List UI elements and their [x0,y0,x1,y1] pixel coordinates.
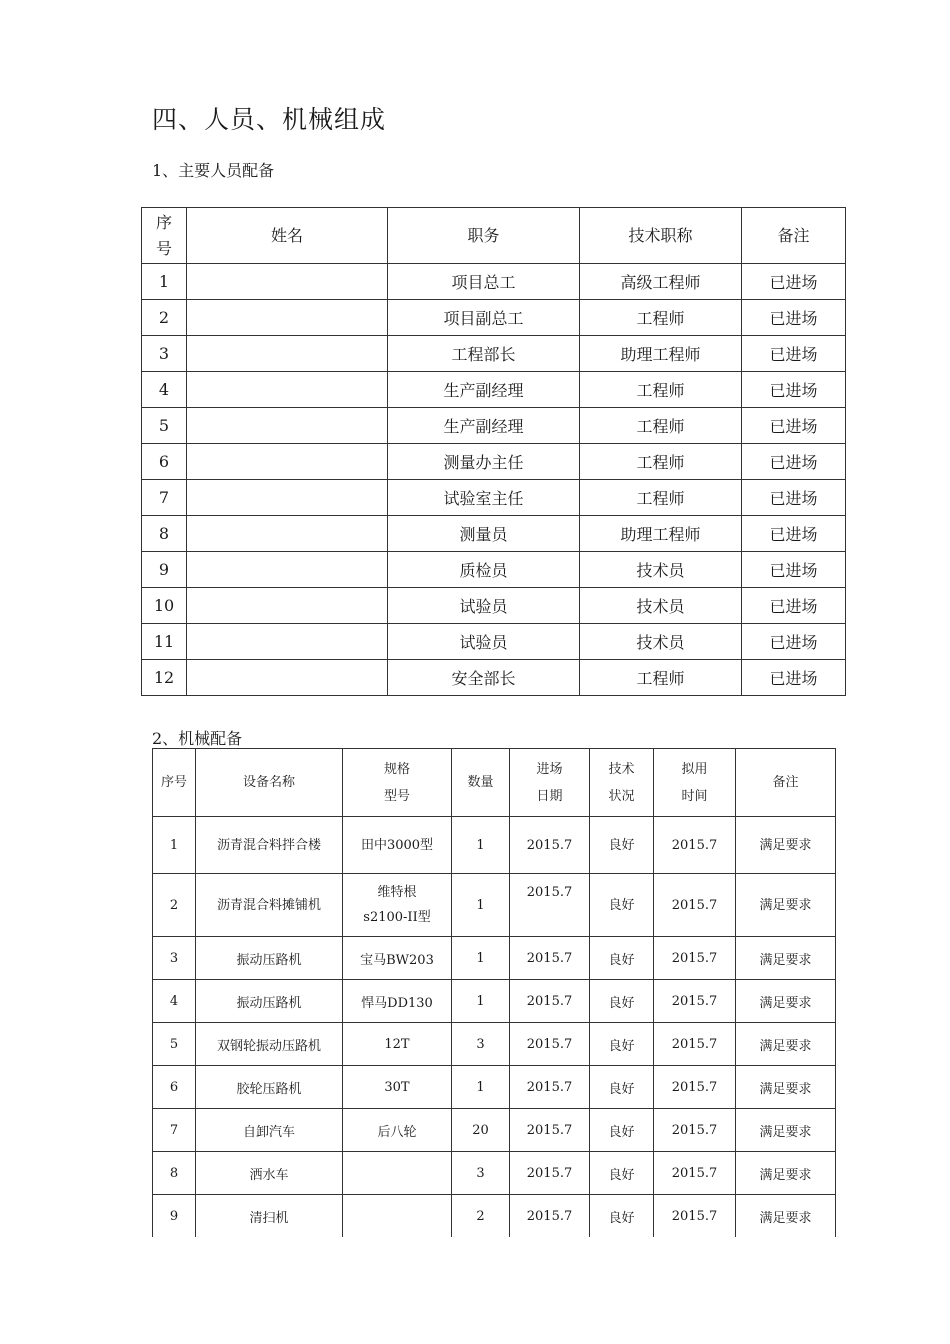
staff-remark: 已进场 [742,624,846,660]
equip-header-entry: 进场 日期 [510,749,590,817]
equip-plan: 2015.7 [654,1152,736,1195]
staff-name [187,300,388,336]
equip-remark: 满足要求 [736,1066,836,1109]
table-row [142,336,846,372]
table-row [142,408,846,444]
equip-qty: 1 [452,874,510,937]
staff-position: 试验员 [388,624,580,660]
table-row [142,516,846,552]
equip-seq: 3 [153,937,196,980]
equip-condition: 良好 [590,1066,654,1109]
staff-seq: 10 [142,588,187,624]
equip-name: 洒水车 [196,1152,343,1195]
equipment-table [152,748,836,1237]
equip-spec: 田中3000型 [343,817,452,874]
staff-title: 工程师 [580,372,742,408]
equip-remark: 满足要求 [736,1109,836,1152]
table-row [142,588,846,624]
equip-seq: 6 [153,1066,196,1109]
table-row [142,624,846,660]
staff-title: 技术员 [580,624,742,660]
table-row [142,300,846,336]
table-row [153,1152,836,1195]
equip-plan: 2015.7 [654,874,736,937]
staff-title: 技术员 [580,588,742,624]
equip-name: 自卸汽车 [196,1109,343,1152]
staff-seq: 9 [142,552,187,588]
table-row [153,1066,836,1109]
equip-seq: 9 [153,1195,196,1238]
equip-qty: 1 [452,937,510,980]
equip-entry: 2015.7 [510,1195,590,1238]
equip-qty: 1 [452,817,510,874]
table-row [142,552,846,588]
staff-name [187,336,388,372]
equip-name: 振动压路机 [196,937,343,980]
section-staff-title: 1、主要人员配备 [152,161,275,180]
equip-condition: 良好 [590,1023,654,1066]
staff-title: 高级工程师 [580,264,742,300]
equip-remark: 满足要求 [736,817,836,874]
equip-condition: 良好 [590,1195,654,1238]
staff-remark: 已进场 [742,588,846,624]
table-row [153,817,836,874]
staff-name [187,264,388,300]
staff-name [187,444,388,480]
equip-qty: 2 [452,1195,510,1238]
staff-title: 工程师 [580,660,742,696]
equip-qty: 1 [452,980,510,1023]
equip-spec: 后八轮 [343,1109,452,1152]
equip-spec [343,1195,452,1238]
staff-header-seq: 序 号 [142,208,187,264]
equip-name: 清扫机 [196,1195,343,1238]
staff-remark: 已进场 [742,300,846,336]
equip-remark: 满足要求 [736,1023,836,1066]
staff-remark: 已进场 [742,264,846,300]
staff-title: 工程师 [580,480,742,516]
staff-position: 安全部长 [388,660,580,696]
table-row [153,1195,836,1238]
staff-name [187,372,388,408]
staff-remark: 已进场 [742,444,846,480]
staff-name [187,480,388,516]
staff-title: 工程师 [580,408,742,444]
staff-remark: 已进场 [742,408,846,444]
staff-position: 质检员 [388,552,580,588]
staff-position: 项目副总工 [388,300,580,336]
equip-name: 胶轮压路机 [196,1066,343,1109]
staff-name [187,408,388,444]
equip-entry: 2015.7 [510,1023,590,1066]
staff-header-remark: 备注 [742,208,846,264]
equip-seq: 8 [153,1152,196,1195]
equip-qty: 1 [452,1066,510,1109]
equip-spec [343,1152,452,1195]
equip-name: 沥青混合料摊铺机 [196,874,343,937]
staff-seq: 1 [142,264,187,300]
staff-header-name: 姓名 [187,208,388,264]
equip-qty: 3 [452,1023,510,1066]
staff-header-title: 技术职称 [580,208,742,264]
equip-remark: 满足要求 [736,1195,836,1238]
staff-name [187,660,388,696]
staff-position: 项目总工 [388,264,580,300]
equip-header-seq: 序号 [153,749,196,817]
equip-spec: 宝马BW203 [343,937,452,980]
equip-condition: 良好 [590,1109,654,1152]
table-row [142,372,846,408]
table-row [153,980,836,1023]
equip-entry: 2015.7 [510,1152,590,1195]
table-row [153,937,836,980]
staff-seq: 11 [142,624,187,660]
equip-entry: 2015.7 [510,937,590,980]
equip-remark: 满足要求 [736,1152,836,1195]
table-row [153,1109,836,1152]
staff-title: 技术员 [580,552,742,588]
staff-seq: 8 [142,516,187,552]
equip-spec: 悍马DD130 [343,980,452,1023]
equip-remark: 满足要求 [736,937,836,980]
equip-header-condition: 技术 状况 [590,749,654,817]
staff-remark: 已进场 [742,372,846,408]
equip-seq: 2 [153,874,196,937]
table-row [153,874,836,937]
equip-name: 双钢轮振动压路机 [196,1023,343,1066]
staff-seq: 7 [142,480,187,516]
staff-seq: 3 [142,336,187,372]
equip-plan: 2015.7 [654,1195,736,1238]
equip-qty: 3 [452,1152,510,1195]
equip-entry: 2015.7 [510,874,590,937]
staff-position: 生产副经理 [388,408,580,444]
equip-condition: 良好 [590,817,654,874]
equip-header-spec: 规格 型号 [343,749,452,817]
staff-position: 测量办主任 [388,444,580,480]
equip-seq: 1 [153,817,196,874]
staff-header-position: 职务 [388,208,580,264]
staff-title: 助理工程师 [580,516,742,552]
equip-plan: 2015.7 [654,980,736,1023]
table-row [153,1023,836,1066]
table-row [142,264,846,300]
equip-condition: 良好 [590,937,654,980]
equip-condition: 良好 [590,874,654,937]
staff-name [187,588,388,624]
equip-seq: 5 [153,1023,196,1066]
equip-plan: 2015.7 [654,937,736,980]
staff-remark: 已进场 [742,336,846,372]
staff-remark: 已进场 [742,516,846,552]
staff-remark: 已进场 [742,480,846,516]
equip-spec: 30T [343,1066,452,1109]
equip-plan: 2015.7 [654,1023,736,1066]
equip-remark: 满足要求 [736,874,836,937]
equip-entry: 2015.7 [510,1066,590,1109]
staff-seq: 5 [142,408,187,444]
equip-entry: 2015.7 [510,1109,590,1152]
staff-position: 试验员 [388,588,580,624]
staff-position: 试验室主任 [388,480,580,516]
equip-plan: 2015.7 [654,817,736,874]
staff-name [187,516,388,552]
equip-spec: 维特根 s2100-II型 [343,874,452,937]
equip-spec: 12T [343,1023,452,1066]
equip-header-qty: 数量 [452,749,510,817]
staff-title: 助理工程师 [580,336,742,372]
equip-entry: 2015.7 [510,980,590,1023]
staff-remark: 已进场 [742,660,846,696]
equip-name: 振动压路机 [196,980,343,1023]
page-heading: 四、人员、机械组成 [152,105,387,134]
equipment-header-row [153,749,836,817]
equip-remark: 满足要求 [736,980,836,1023]
equip-condition: 良好 [590,1152,654,1195]
staff-table [141,207,846,696]
equip-header-remark: 备注 [736,749,836,817]
staff-seq: 4 [142,372,187,408]
equip-seq: 4 [153,980,196,1023]
table-row [142,480,846,516]
staff-name [187,552,388,588]
equip-header-plan: 拟用 时间 [654,749,736,817]
staff-seq: 6 [142,444,187,480]
staff-position: 生产副经理 [388,372,580,408]
staff-seq: 12 [142,660,187,696]
staff-header-row [142,208,846,264]
equip-qty: 20 [452,1109,510,1152]
staff-name [187,624,388,660]
equip-header-name: 设备名称 [196,749,343,817]
equip-condition: 良好 [590,980,654,1023]
staff-title: 工程师 [580,444,742,480]
staff-position: 测量员 [388,516,580,552]
table-row [142,444,846,480]
staff-seq: 2 [142,300,187,336]
equip-entry: 2015.7 [510,817,590,874]
table-row [142,660,846,696]
staff-title: 工程师 [580,300,742,336]
staff-position: 工程部长 [388,336,580,372]
equip-plan: 2015.7 [654,1066,736,1109]
equip-seq: 7 [153,1109,196,1152]
equip-name: 沥青混合料拌合楼 [196,817,343,874]
staff-remark: 已进场 [742,552,846,588]
equip-plan: 2015.7 [654,1109,736,1152]
section-equipment-title: 2、机械配备 [152,729,243,748]
